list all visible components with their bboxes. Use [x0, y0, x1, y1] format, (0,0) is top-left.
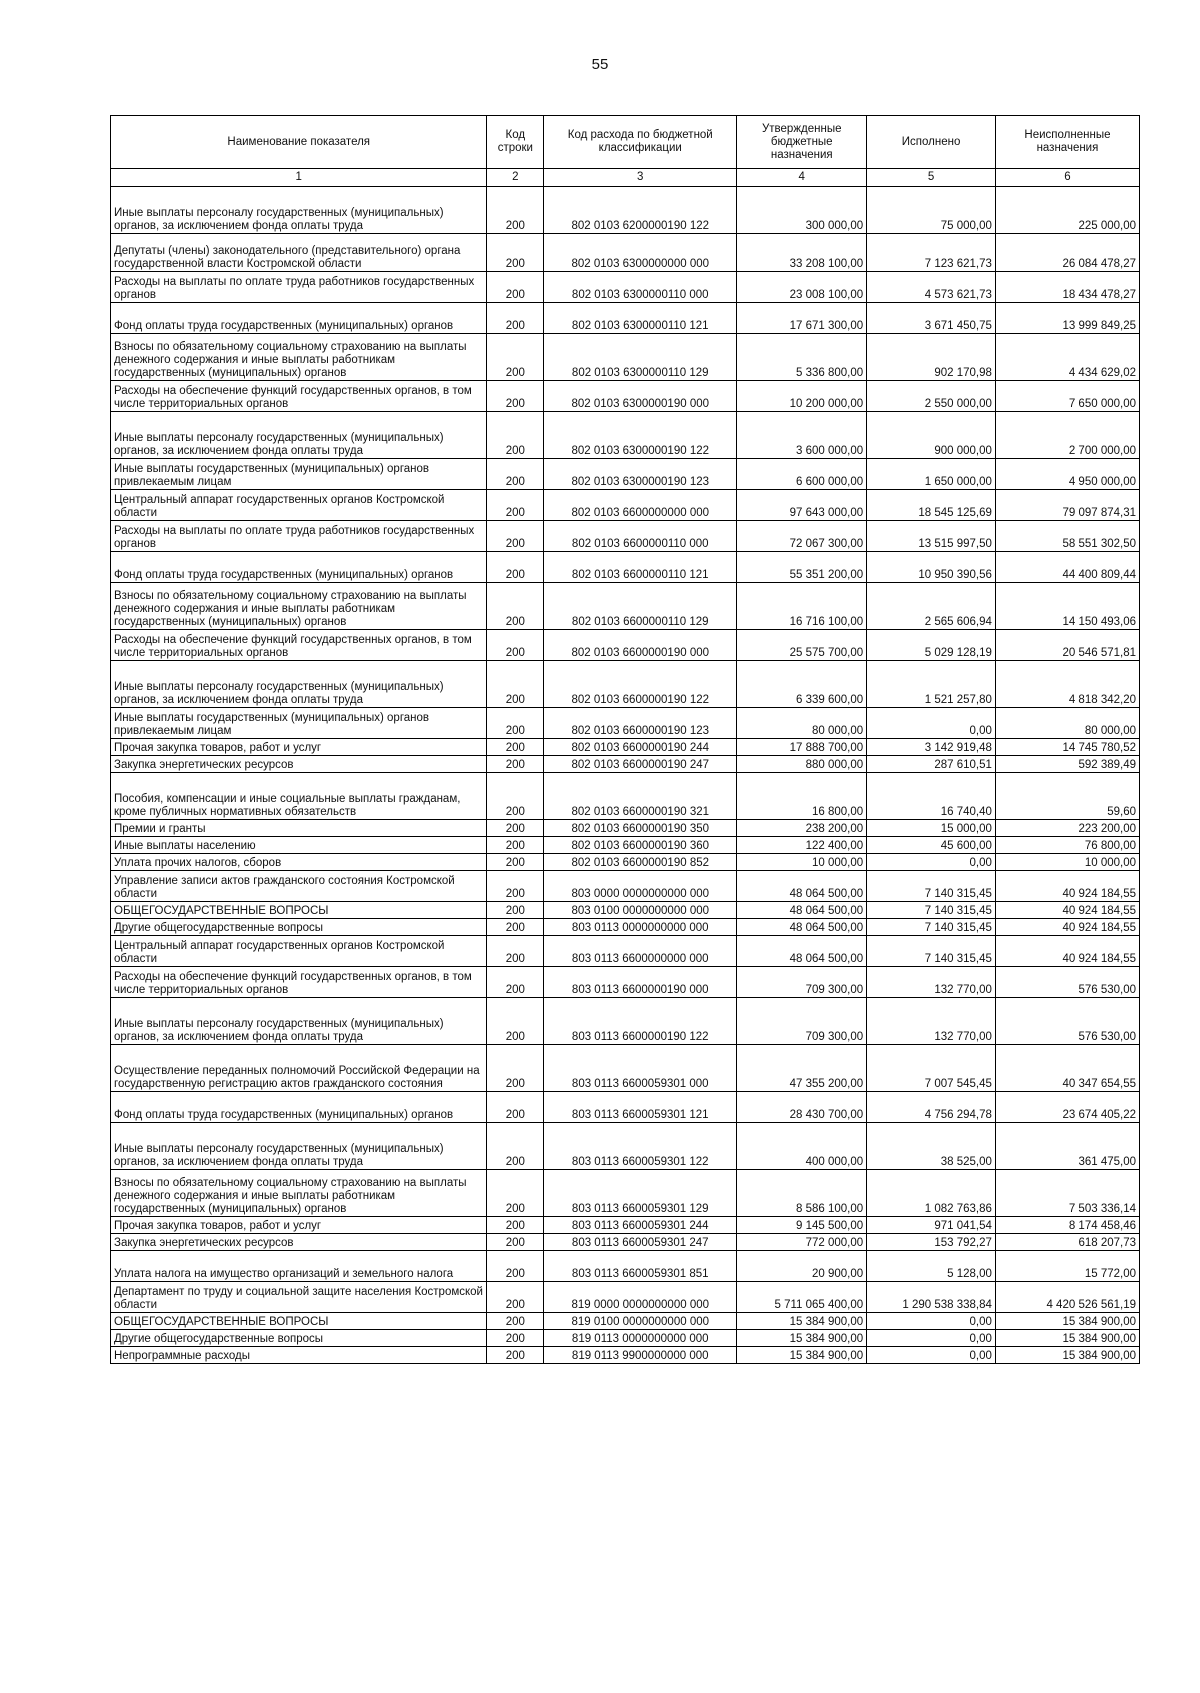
cell-approved: 28 430 700,00	[737, 1092, 867, 1123]
cell-name: Фонд оплаты труда государственных (муниципальных) органов	[111, 552, 487, 583]
cell-unexecuted: 4 434 629,02	[995, 334, 1139, 381]
cell-expense-code: 802 0103 6300000190 000	[544, 381, 737, 412]
table-row	[111, 490, 1140, 521]
header-row	[111, 116, 1140, 169]
cell-expense-code: 803 0113 6600059301 121	[544, 1092, 737, 1123]
table-row	[111, 1347, 1140, 1364]
table-row	[111, 998, 1140, 1045]
cell-line-code: 200	[487, 490, 544, 521]
cell-expense-code: 802 0103 6300000110 000	[544, 272, 737, 303]
cell-line-code: 200	[487, 521, 544, 552]
cell-line-code: 200	[487, 187, 544, 234]
cell-approved: 6 600 000,00	[737, 459, 867, 490]
table-row	[111, 1170, 1140, 1217]
cell-executed: 7 140 315,45	[867, 902, 996, 919]
cell-unexecuted: 59,60	[995, 773, 1139, 820]
cell-unexecuted: 40 924 184,55	[995, 936, 1139, 967]
cell-line-code: 200	[487, 303, 544, 334]
cell-expense-code: 803 0100 0000000000 000	[544, 902, 737, 919]
cell-executed: 1 082 763,86	[867, 1170, 996, 1217]
cell-unexecuted: 223 200,00	[995, 820, 1139, 837]
cell-approved: 20 900,00	[737, 1251, 867, 1282]
cell-unexecuted: 20 546 571,81	[995, 630, 1139, 661]
cell-approved: 48 064 500,00	[737, 936, 867, 967]
cell-unexecuted: 13 999 849,25	[995, 303, 1139, 334]
table-row	[111, 854, 1140, 871]
cell-line-code: 200	[487, 1170, 544, 1217]
cell-line-code: 200	[487, 998, 544, 1045]
cell-approved: 15 384 900,00	[737, 1313, 867, 1330]
column-number: 6	[995, 169, 1139, 187]
cell-name: Осуществление переданных полномочий Российской Федерации на государственную регистрацию актов гражданского состояния	[111, 1045, 487, 1092]
cell-unexecuted: 7 650 000,00	[995, 381, 1139, 412]
cell-executed: 4 756 294,78	[867, 1092, 996, 1123]
cell-expense-code: 802 0103 6600000110 129	[544, 583, 737, 630]
cell-unexecuted: 618 207,73	[995, 1234, 1139, 1251]
cell-approved: 23 008 100,00	[737, 272, 867, 303]
cell-approved: 9 145 500,00	[737, 1217, 867, 1234]
cell-name: Иные выплаты государственных (муниципальных) органов привлекаемым лицам	[111, 459, 487, 490]
cell-approved: 80 000,00	[737, 708, 867, 739]
table-row	[111, 583, 1140, 630]
cell-approved: 122 400,00	[737, 837, 867, 854]
cell-name: Расходы на обеспечение функций государственных органов, в том числе территориальных органов	[111, 967, 487, 998]
cell-unexecuted: 7 503 336,14	[995, 1170, 1139, 1217]
cell-expense-code: 819 0113 9900000000 000	[544, 1347, 737, 1364]
cell-line-code: 200	[487, 936, 544, 967]
cell-name: Другие общегосударственные вопросы	[111, 1330, 487, 1347]
cell-unexecuted: 4 420 526 561,19	[995, 1282, 1139, 1313]
cell-line-code: 200	[487, 1234, 544, 1251]
cell-line-code: 200	[487, 1251, 544, 1282]
column-number: 5	[867, 169, 996, 187]
table-row	[111, 1217, 1140, 1234]
cell-approved: 709 300,00	[737, 967, 867, 998]
cell-line-code: 200	[487, 1123, 544, 1170]
cell-line-code: 200	[487, 739, 544, 756]
column-number-row	[111, 169, 1140, 187]
cell-approved: 17 671 300,00	[737, 303, 867, 334]
cell-name: Другие общегосударственные вопросы	[111, 919, 487, 936]
column-number: 1	[111, 169, 487, 187]
cell-name: Расходы на выплаты по оплате труда работников государственных органов	[111, 521, 487, 552]
cell-expense-code: 803 0113 6600059301 244	[544, 1217, 737, 1234]
cell-approved: 15 384 900,00	[737, 1330, 867, 1347]
table-row	[111, 967, 1140, 998]
cell-unexecuted: 4 950 000,00	[995, 459, 1139, 490]
cell-unexecuted: 225 000,00	[995, 187, 1139, 234]
cell-expense-code: 803 0000 0000000000 000	[544, 871, 737, 902]
table-row	[111, 1045, 1140, 1092]
table-row	[111, 837, 1140, 854]
cell-approved: 6 339 600,00	[737, 661, 867, 708]
cell-expense-code: 803 0113 6600059301 129	[544, 1170, 737, 1217]
cell-name: Закупка энергетических ресурсов	[111, 756, 487, 773]
cell-executed: 0,00	[867, 1330, 996, 1347]
cell-line-code: 200	[487, 837, 544, 854]
cell-unexecuted: 592 389,49	[995, 756, 1139, 773]
cell-name: Закупка энергетических ресурсов	[111, 1234, 487, 1251]
cell-line-code: 200	[487, 1217, 544, 1234]
cell-unexecuted: 15 384 900,00	[995, 1347, 1139, 1364]
cell-executed: 0,00	[867, 1313, 996, 1330]
cell-name: Центральный аппарат государственных органов Костромской области	[111, 936, 487, 967]
column-number: 3	[544, 169, 737, 187]
cell-approved: 5 711 065 400,00	[737, 1282, 867, 1313]
cell-name: Иные выплаты населению	[111, 837, 487, 854]
cell-expense-code: 802 0103 6600000000 000	[544, 490, 737, 521]
table-row	[111, 739, 1140, 756]
cell-executed: 1 521 257,80	[867, 661, 996, 708]
table-row	[111, 871, 1140, 902]
table-row	[111, 1282, 1140, 1313]
cell-name: Уплата налога на имущество организаций и земельного налога	[111, 1251, 487, 1282]
cell-unexecuted: 80 000,00	[995, 708, 1139, 739]
cell-approved: 772 000,00	[737, 1234, 867, 1251]
cell-unexecuted: 23 674 405,22	[995, 1092, 1139, 1123]
cell-name: Уплата прочих налогов, сборов	[111, 854, 487, 871]
cell-name: ОБЩЕГОСУДАРСТВЕННЫЕ ВОПРОСЫ	[111, 902, 487, 919]
column-number: 2	[487, 169, 544, 187]
table-row	[111, 756, 1140, 773]
cell-expense-code: 803 0113 6600059301 851	[544, 1251, 737, 1282]
cell-executed: 3 142 919,48	[867, 739, 996, 756]
cell-line-code: 200	[487, 459, 544, 490]
cell-line-code: 200	[487, 1092, 544, 1123]
table-row	[111, 936, 1140, 967]
cell-line-code: 200	[487, 919, 544, 936]
page-number: 55	[591, 56, 609, 73]
cell-unexecuted: 576 530,00	[995, 967, 1139, 998]
cell-unexecuted: 44 400 809,44	[995, 552, 1139, 583]
cell-expense-code: 802 0103 6600000110 000	[544, 521, 737, 552]
cell-executed: 0,00	[867, 854, 996, 871]
cell-unexecuted: 2 700 000,00	[995, 412, 1139, 459]
cell-approved: 25 575 700,00	[737, 630, 867, 661]
cell-name: Премии и гранты	[111, 820, 487, 837]
cell-unexecuted: 14 745 780,52	[995, 739, 1139, 756]
cell-executed: 45 600,00	[867, 837, 996, 854]
cell-line-code: 200	[487, 1045, 544, 1092]
cell-line-code: 200	[487, 552, 544, 583]
cell-name: Фонд оплаты труда государственных (муниципальных) органов	[111, 303, 487, 334]
cell-name: Иные выплаты персоналу государственных (муниципальных) органов, за исключением фонда оплаты труда	[111, 412, 487, 459]
cell-executed: 7 140 315,45	[867, 919, 996, 936]
cell-approved: 300 000,00	[737, 187, 867, 234]
table-row	[111, 459, 1140, 490]
cell-line-code: 200	[487, 381, 544, 412]
cell-approved: 880 000,00	[737, 756, 867, 773]
table-row	[111, 552, 1140, 583]
table-body	[111, 187, 1140, 1364]
cell-executed: 4 573 621,73	[867, 272, 996, 303]
cell-line-code: 200	[487, 272, 544, 303]
cell-approved: 8 586 100,00	[737, 1170, 867, 1217]
cell-executed: 971 041,54	[867, 1217, 996, 1234]
table-row	[111, 334, 1140, 381]
cell-approved: 47 355 200,00	[737, 1045, 867, 1092]
cell-line-code: 200	[487, 773, 544, 820]
cell-name: Расходы на выплаты по оплате труда работников государственных органов	[111, 272, 487, 303]
cell-executed: 2 565 606,94	[867, 583, 996, 630]
cell-name: Иные выплаты персоналу государственных (муниципальных) органов, за исключением фонда оплаты труда	[111, 998, 487, 1045]
cell-unexecuted: 15 384 900,00	[995, 1330, 1139, 1347]
cell-approved: 400 000,00	[737, 1123, 867, 1170]
cell-name: Взносы по обязательному социальному страхованию на выплаты денежного содержания и иные выплаты работникам государственных (муниципальных) органов	[111, 1170, 487, 1217]
cell-name: Управление записи актов гражданского состояния Костромской области	[111, 871, 487, 902]
cell-executed: 1 290 538 338,84	[867, 1282, 996, 1313]
cell-approved: 3 600 000,00	[737, 412, 867, 459]
cell-line-code: 200	[487, 820, 544, 837]
cell-line-code: 200	[487, 1330, 544, 1347]
table-row	[111, 381, 1140, 412]
cell-approved: 55 351 200,00	[737, 552, 867, 583]
cell-name: ОБЩЕГОСУДАРСТВЕННЫЕ ВОПРОСЫ	[111, 1313, 487, 1330]
cell-approved: 16 800,00	[737, 773, 867, 820]
cell-executed: 16 740,40	[867, 773, 996, 820]
table-row	[111, 412, 1140, 459]
header-approved: Утвержденные бюджетные назначения	[737, 116, 867, 169]
cell-name: Иные выплаты персоналу государственных (муниципальных) органов, за исключением фонда оплаты труда	[111, 187, 487, 234]
cell-expense-code: 802 0103 6300000000 000	[544, 234, 737, 272]
cell-executed: 902 170,98	[867, 334, 996, 381]
cell-approved: 72 067 300,00	[737, 521, 867, 552]
column-number: 4	[737, 169, 867, 187]
cell-executed: 0,00	[867, 708, 996, 739]
cell-unexecuted: 15 772,00	[995, 1251, 1139, 1282]
table-row	[111, 1123, 1140, 1170]
cell-line-code: 200	[487, 334, 544, 381]
cell-approved: 33 208 100,00	[737, 234, 867, 272]
table-row	[111, 661, 1140, 708]
cell-expense-code: 819 0000 0000000000 000	[544, 1282, 737, 1313]
cell-line-code: 200	[487, 756, 544, 773]
table-row	[111, 902, 1140, 919]
cell-approved: 238 200,00	[737, 820, 867, 837]
cell-executed: 75 000,00	[867, 187, 996, 234]
cell-expense-code: 802 0103 6600000190 244	[544, 739, 737, 756]
cell-name: Депутаты (члены) законодательного (представительного) органа государственной власти Костромской области	[111, 234, 487, 272]
table-row	[111, 820, 1140, 837]
cell-executed: 10 950 390,56	[867, 552, 996, 583]
cell-expense-code: 802 0103 6600000190 852	[544, 854, 737, 871]
table-row	[111, 1313, 1140, 1330]
cell-expense-code: 802 0103 6600000190 000	[544, 630, 737, 661]
table-row	[111, 708, 1140, 739]
cell-executed: 7 007 545,45	[867, 1045, 996, 1092]
table-row	[111, 919, 1140, 936]
cell-executed: 1 650 000,00	[867, 459, 996, 490]
cell-expense-code: 802 0103 6600000190 360	[544, 837, 737, 854]
cell-unexecuted: 26 084 478,27	[995, 234, 1139, 272]
cell-executed: 5 128,00	[867, 1251, 996, 1282]
header-unexecuted: Неисполненные назначения	[995, 116, 1139, 169]
cell-approved: 48 064 500,00	[737, 902, 867, 919]
cell-unexecuted: 8 174 458,46	[995, 1217, 1139, 1234]
cell-expense-code: 802 0103 6600000190 350	[544, 820, 737, 837]
cell-expense-code: 803 0113 0000000000 000	[544, 919, 737, 936]
table-row	[111, 1234, 1140, 1251]
table-row	[111, 630, 1140, 661]
cell-unexecuted: 18 434 478,27	[995, 272, 1139, 303]
cell-line-code: 200	[487, 1313, 544, 1330]
cell-line-code: 200	[487, 902, 544, 919]
cell-executed: 900 000,00	[867, 412, 996, 459]
cell-name: Иные выплаты персоналу государственных (муниципальных) органов, за исключением фонда оплаты труда	[111, 1123, 487, 1170]
cell-expense-code: 819 0113 0000000000 000	[544, 1330, 737, 1347]
cell-approved: 48 064 500,00	[737, 919, 867, 936]
cell-line-code: 200	[487, 1347, 544, 1364]
cell-unexecuted: 79 097 874,31	[995, 490, 1139, 521]
cell-expense-code: 802 0103 6300000190 122	[544, 412, 737, 459]
table-row	[111, 1251, 1140, 1282]
table-row	[111, 1092, 1140, 1123]
cell-line-code: 200	[487, 1282, 544, 1313]
cell-line-code: 200	[487, 661, 544, 708]
cell-expense-code: 819 0100 0000000000 000	[544, 1313, 737, 1330]
cell-unexecuted: 58 551 302,50	[995, 521, 1139, 552]
table-row	[111, 272, 1140, 303]
cell-name: Прочая закупка товаров, работ и услуг	[111, 739, 487, 756]
cell-unexecuted: 361 475,00	[995, 1123, 1139, 1170]
cell-expense-code: 803 0113 6600000000 000	[544, 936, 737, 967]
cell-approved: 5 336 800,00	[737, 334, 867, 381]
cell-expense-code: 802 0103 6300000110 129	[544, 334, 737, 381]
cell-expense-code: 802 0103 6600000190 122	[544, 661, 737, 708]
cell-expense-code: 803 0113 6600000190 000	[544, 967, 737, 998]
cell-expense-code: 802 0103 6600000190 123	[544, 708, 737, 739]
cell-executed: 18 545 125,69	[867, 490, 996, 521]
cell-name: Прочая закупка товаров, работ и услуг	[111, 1217, 487, 1234]
cell-expense-code: 802 0103 6300000190 123	[544, 459, 737, 490]
header-expense-code: Код расхода по бюджетной классификации	[544, 116, 737, 169]
cell-unexecuted: 14 150 493,06	[995, 583, 1139, 630]
cell-approved: 10 200 000,00	[737, 381, 867, 412]
table-row	[111, 234, 1140, 272]
cell-approved: 17 888 700,00	[737, 739, 867, 756]
cell-executed: 7 140 315,45	[867, 936, 996, 967]
cell-line-code: 200	[487, 708, 544, 739]
cell-unexecuted: 40 924 184,55	[995, 871, 1139, 902]
cell-expense-code: 803 0113 6600000190 122	[544, 998, 737, 1045]
cell-unexecuted: 10 000,00	[995, 854, 1139, 871]
cell-executed: 7 123 621,73	[867, 234, 996, 272]
cell-line-code: 200	[487, 630, 544, 661]
cell-executed: 2 550 000,00	[867, 381, 996, 412]
cell-expense-code: 803 0113 6600059301 247	[544, 1234, 737, 1251]
cell-executed: 3 671 450,75	[867, 303, 996, 334]
cell-unexecuted: 40 347 654,55	[995, 1045, 1139, 1092]
cell-name: Фонд оплаты труда государственных (муниципальных) органов	[111, 1092, 487, 1123]
cell-name: Департамент по труду и социальной защите населения Костромской области	[111, 1282, 487, 1313]
cell-approved: 15 384 900,00	[737, 1347, 867, 1364]
cell-approved: 97 643 000,00	[737, 490, 867, 521]
cell-name: Иные выплаты персоналу государственных (муниципальных) органов, за исключением фонда оплаты труда	[111, 661, 487, 708]
cell-line-code: 200	[487, 412, 544, 459]
cell-line-code: 200	[487, 854, 544, 871]
cell-executed: 287 610,51	[867, 756, 996, 773]
cell-name: Иные выплаты государственных (муниципальных) органов привлекаемым лицам	[111, 708, 487, 739]
cell-executed: 5 029 128,19	[867, 630, 996, 661]
cell-unexecuted: 4 818 342,20	[995, 661, 1139, 708]
cell-executed: 38 525,00	[867, 1123, 996, 1170]
cell-name: Расходы на обеспечение функций государственных органов, в том числе территориальных органов	[111, 630, 487, 661]
cell-unexecuted: 576 530,00	[995, 998, 1139, 1045]
cell-approved: 709 300,00	[737, 998, 867, 1045]
cell-executed: 132 770,00	[867, 967, 996, 998]
cell-expense-code: 802 0103 6600000190 321	[544, 773, 737, 820]
cell-expense-code: 802 0103 6300000110 121	[544, 303, 737, 334]
cell-name: Непрограммные расходы	[111, 1347, 487, 1364]
cell-executed: 15 000,00	[867, 820, 996, 837]
cell-executed: 0,00	[867, 1347, 996, 1364]
cell-executed: 132 770,00	[867, 998, 996, 1045]
cell-executed: 7 140 315,45	[867, 871, 996, 902]
cell-expense-code: 803 0113 6600059301 000	[544, 1045, 737, 1092]
cell-name: Взносы по обязательному социальному страхованию на выплаты денежного содержания и иные выплаты работникам государственных (муниципальных) органов	[111, 583, 487, 630]
cell-unexecuted: 40 924 184,55	[995, 902, 1139, 919]
cell-expense-code: 802 0103 6600000110 121	[544, 552, 737, 583]
budget-report-table	[110, 115, 1140, 1364]
cell-approved: 48 064 500,00	[737, 871, 867, 902]
cell-unexecuted: 76 800,00	[995, 837, 1139, 854]
header-line-code: Код строки	[487, 116, 544, 169]
header-executed: Исполнено	[867, 116, 996, 169]
cell-expense-code: 802 0103 6600000190 247	[544, 756, 737, 773]
cell-line-code: 200	[487, 871, 544, 902]
cell-name: Пособия, компенсации и иные социальные выплаты гражданам, кроме публичных нормативных обязательств	[111, 773, 487, 820]
table-row	[111, 303, 1140, 334]
cell-executed: 13 515 997,50	[867, 521, 996, 552]
table-row	[111, 773, 1140, 820]
cell-name: Центральный аппарат государственных органов Костромской области	[111, 490, 487, 521]
table-row	[111, 1330, 1140, 1347]
cell-name: Взносы по обязательному социальному страхованию на выплаты денежного содержания и иные выплаты работникам государственных (муниципальных) органов	[111, 334, 487, 381]
header-name: Наименование показателя	[111, 116, 487, 169]
cell-expense-code: 802 0103 6200000190 122	[544, 187, 737, 234]
cell-line-code: 200	[487, 583, 544, 630]
cell-line-code: 200	[487, 234, 544, 272]
cell-executed: 153 792,27	[867, 1234, 996, 1251]
table-row	[111, 521, 1140, 552]
cell-unexecuted: 15 384 900,00	[995, 1313, 1139, 1330]
table-row	[111, 187, 1140, 234]
cell-name: Расходы на обеспечение функций государственных органов, в том числе территориальных органов	[111, 381, 487, 412]
cell-approved: 10 000,00	[737, 854, 867, 871]
cell-approved: 16 716 100,00	[737, 583, 867, 630]
cell-unexecuted: 40 924 184,55	[995, 919, 1139, 936]
cell-line-code: 200	[487, 967, 544, 998]
cell-expense-code: 803 0113 6600059301 122	[544, 1123, 737, 1170]
